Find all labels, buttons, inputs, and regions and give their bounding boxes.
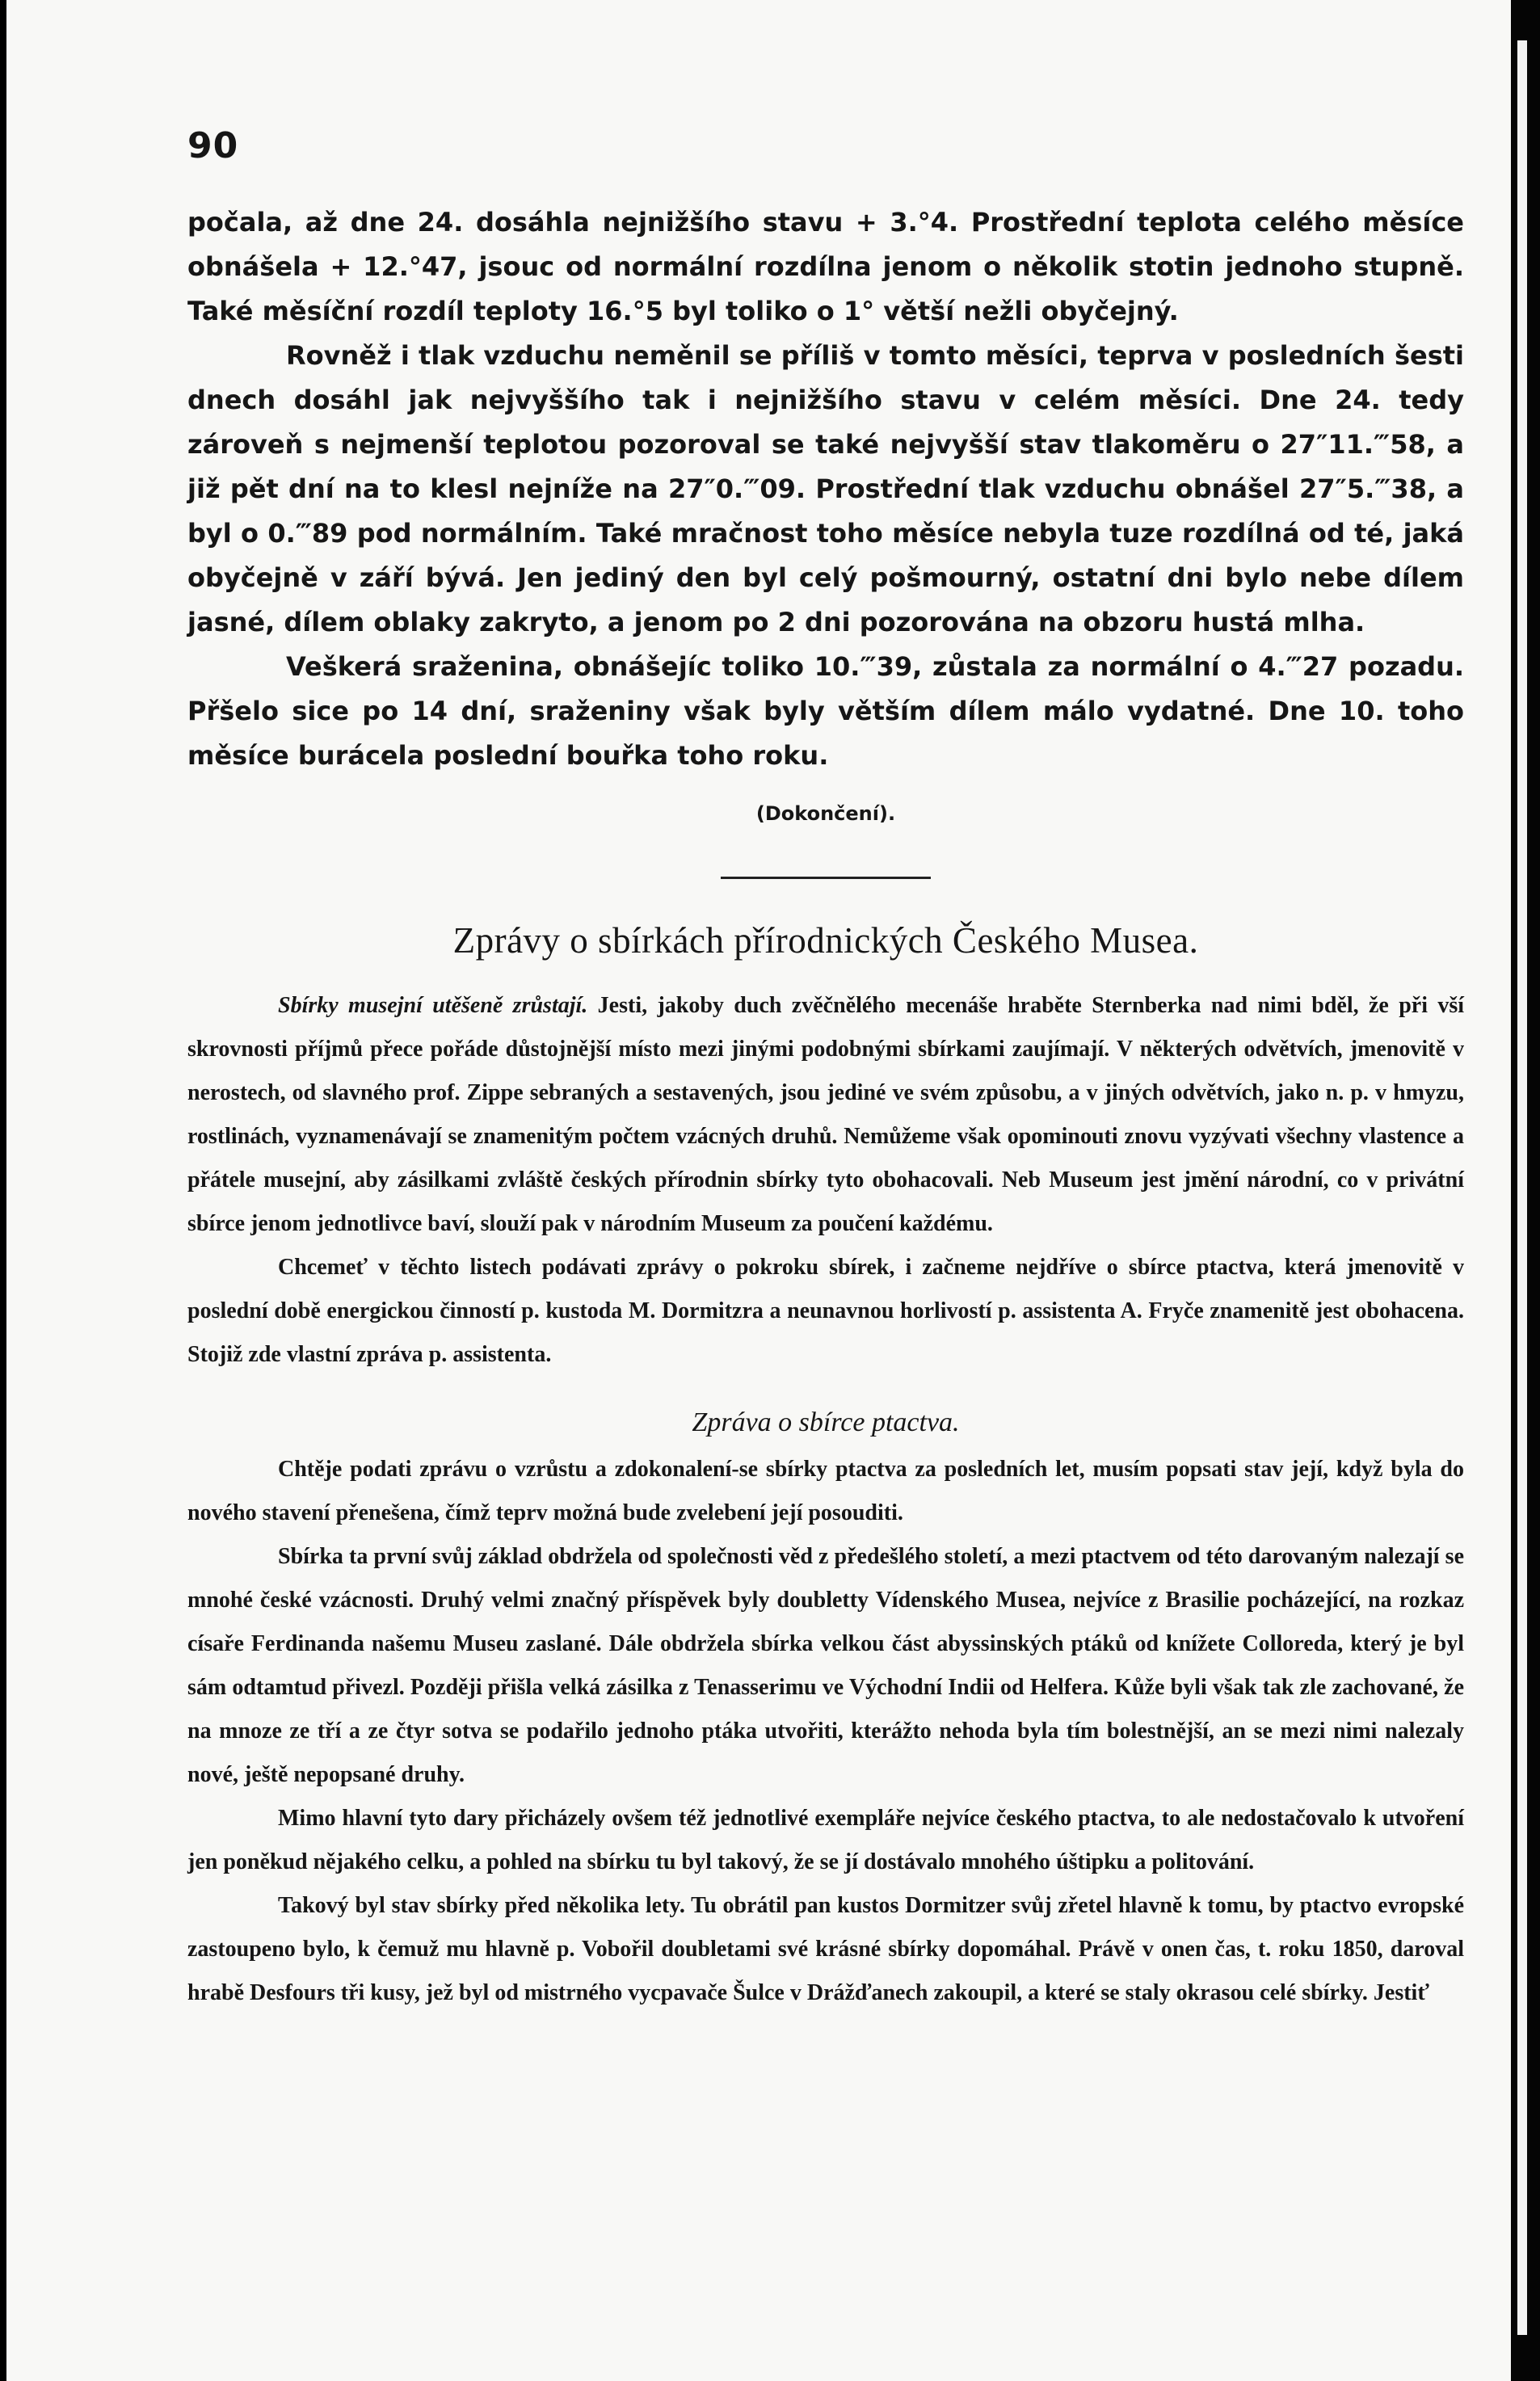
lead-phrase: Sbírky musejní utěšeně zrůstají.: [278, 993, 588, 1018]
paragraph-birds-3: Mimo hlavní tyto dary přicházely ovšem též jednotlivé exempláře nejvíce českého ptactva, to ale nedostačovalo k utvoření jen poněkud nějakého celku, a pohled na sbírku tu byl takový, že se jí dostávalo mnohého úštipku a politování.: [187, 1806, 1464, 1874]
paragraph-weather-3: Veškerá sraženina, obnášejíc toliko 10.‴39, zůstala za normální o 4.‴27 pozadu. Přšelo sice po 14 dní, sraženiny však byly větším dílem málo vydatné. Dne 10. toho měsíce burácela poslední bouřka toho roku.: [187, 651, 1464, 771]
page-content: [187, 200, 1464, 2015]
paragraph-museum-1: [187, 984, 1464, 1246]
paragraph-weather-1: počala, až dne 24. dosáhla nejnižšího stavu + 3.°4. Prostřední teplota celého měsíce obnášela + 12.°47, jsouc od normální rozdílna jenom o několik stotin jednoho stupně. Také měsíční rozdíl teploty 16.°5 byl toliko o 1° větší nežli obyčejný.: [187, 207, 1464, 326]
page-number: 90: [187, 125, 239, 166]
book-page: [6, 0, 1511, 2381]
subsection-title: Zpráva o sbírce ptactva.: [692, 1407, 960, 1437]
section-title: Zprávy o sbírkách přírodnických Českého Musea.: [452, 920, 1199, 961]
paragraph-museum-1-body: Jesti, jakoby duch zvěčnělého mecenáše hraběte Sternberka nad nimi bděl, že při vší skrovnosti příjmů přece pořáde důstojnější místo mezi jinými podobnými sbírkami zaujímají. V některých odvětvích, jmenovitě v nerostech, od slavného prof. Zippe sebraných a sestavených, jsou jediné ve svém způsobu, a v jiných odvětvích, jako n. p. v hmyzu, rostlinách, vyznamenávají se znamenitým počtem vzácných druhů. Nemůžeme však opominouti znovu vyzývati všechny vlastence a přátele musejní, aby zásilkami zvláště českých přírodnin sbírky tyto obohacovali. Neb Museum jest jmění národní, co v privátní sbírce jenom jednotlivce baví, slouží pak v národním Museum za poučení každému.: [187, 993, 1465, 1236]
scan-edge-strip: [1517, 40, 1527, 2335]
section-divider: [721, 877, 931, 879]
paragraph-museum-2: Chcemeť v těchto listech podávati zprávy o pokroku sbírek, i začneme nejdříve o sbírce ptactva, která jmenovitě v poslední době energickou činností p. kustoda M. Dormitzra a neunavnou horlivostí p. assistenta A. Fryče znamenitě jest obohacena. Stojiž zde vlastní zpráva p. assistenta.: [187, 1255, 1464, 1367]
paragraph-birds-4: Takový byl stav sbírky před několika lety. Tu obrátil pan kustos Dormitzer svůj zřetel hlavně k tomu, by ptactvo evropské zastoupeno bylo, k čemuž mu hlavně p. Vobořil doubletami své krásné sbírky dopomáhal. Právě v onen čas, t. roku 1850, daroval hrabě Desfours tři kusy, jež byl od mistrného vycpavače Šulce v Drážďanech zakoupil, a které se staly okrasou celé sbírky. Jestiť: [187, 1893, 1464, 2005]
paragraph-birds-2: Sbírka ta první svůj základ obdržela od společnosti věd z předešlého století, a mezi ptactvem od této darovaným nalezají se mnohé české vzácnosti. Druhý velmi značný příspěvek byly doubletty Vídenského Musea, nejvíce z Brasilie pocházející, na rozkaz císaře Ferdinanda našemu Museu zaslané. Dále obdržela sbírka velkou část abyssinských ptáků od knížete Colloreda, který je byl sám odtamtud přivezl. Později přišla velká zásilka z Tenasserimu ve Východní Indii od Helfera. Kůže byli však tak zle zachované, že na mnoze ze tří a ze čtyr sotva se podařilo jednoho ptáka utvořiti, kterážto nehoda byla tím bolestnější, an se mezi nimi nalezaly nové, ještě nepopsané druhy.: [187, 1544, 1464, 1787]
closing-note: (Dokončení).: [755, 802, 896, 825]
paragraph-weather-2: Rovněž i tlak vzduchu neměnil se příliš v tomto měsíci, teprva v posledních šesti dnech dosáhl jak nejvyššího tak i nejnižšího stavu v celém měsíci. Dne 24. tedy zároveň s nejmenší teplotou pozoroval se také nejvyšší stav tlakoměru o 27″11.‴58, a již pět dní na to klesl nejníže na 27″0.‴09. Prostřední tlak vzduchu obnášel 27″5.‴38, a byl o 0.‴89 pod normálním. Také mračnost toho měsíce nebyla tuze rozdílná od té, jaká obyčejně v září bývá. Jen jediný den byl celý pošmourný, ostatní dni bylo nebe dílem jasné, dílem oblaky zakryto, a jenom po 2 dni pozorována na obzoru hustá mlha.: [187, 340, 1464, 637]
paragraph-birds-1: Chtěje podati zprávu o vzrůstu a zdokonalení-se sbírky ptactva za posledních let, musím popsati stav její, když byla do nového stavení přenešena, čímž teprv možná bude zvelebení její posouditi.: [187, 1457, 1464, 1525]
